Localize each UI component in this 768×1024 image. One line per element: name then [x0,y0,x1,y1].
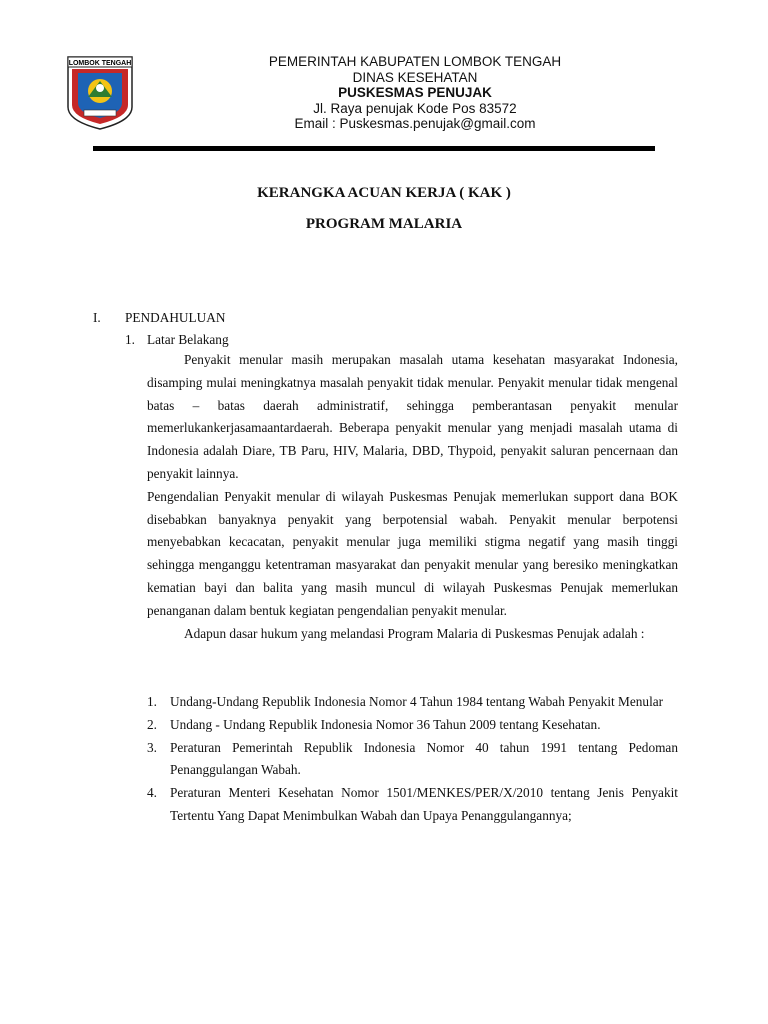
list-item-number: 2. [147,716,157,732]
list-item [147,714,678,737]
list-item-text: Undang - Undang Republik Indonesia Nomor 36 Tahun 2009 tentang Kesehatan. [170,716,601,732]
list-item-text: Undang-Undang Republik Indonesia Nomor 4 Tahun 1984 tentang Wabah Penyakit Menular [170,694,664,709]
list-item-number: 3. [147,739,157,755]
document-subtitle: PROGRAM MALARIA [305,216,463,232]
list-item [147,691,678,714]
paragraph-control: Pengendalian Penyakit menular di wilayah Puskesmas Penujak memerlukan support dana BOK disebabkan banyaknya penyakit yang berpotensial wabah. Penyakit menular berpotensi menyebabkan kecacatan, penyakit menular juga memiliki stigma negatif yang masih tinggi sehingga menganggu ketentraman masyarakat dan penyakit menular yang beresiko meningkatkan kematian bayi dan balita yang masih muncul di wilayah Puskesmas Penujak memerlukan penanganan dalam bentuk kegiatan pengendalian penyakit menular. [147,488,678,618]
section-number: I. [93,310,101,325]
letterhead-government: PEMERINTAH KABUPATEN LOMBOK TENGAH [268,54,562,69]
section-title: PENDAHULUAN [125,310,226,325]
subsection-number: 1. [125,332,135,347]
list-item [147,782,678,828]
letterhead-puskesmas: PUSKESMAS PENUJAK [338,85,492,100]
regency-logo [66,55,134,131]
legal-basis-list [147,691,678,828]
list-item-text: Peraturan Menteri Kesehatan Nomor 1501/MENKES/PER/X/2010 tentang Jenis Penyakit Tertentu Yang Dapat Menimbulkan Wabah dan Upaya Penanggulangannya; [170,785,678,823]
letterhead-divider [93,146,655,151]
letterhead-address: Jl. Raya penujak Kode Pos 83572 [313,100,517,116]
paragraph-legal-basis: Adapun dasar hukum yang melandasi Program Malaria di Puskesmas Penujak adalah : [184,625,645,641]
subsection-title: Latar Belakang [147,332,229,347]
list-item-number: 4. [147,785,157,801]
list-item [147,737,678,783]
letterhead-department: DINAS KESEHATAN [352,69,478,85]
list-item-text: Peraturan Pemerintah Republik Indonesia Nomor 40 tahun 1991 tentang Pedoman Penanggulangan Wabah. [170,739,678,778]
logo-text: LOMBOK TENGAH [68,60,132,67]
letterhead-email: Email : Puskesmas.penujak@gmail.com [294,116,536,131]
list-item-number: 1. [147,694,157,709]
letterhead [200,54,630,132]
document-title: KERANGKA ACUAN KERJA ( KAK ) [257,185,511,201]
paragraph-background: Penyakit menular masih merupakan masalah utama kesehatan masyarakat Indonesia, disamping mulai meningkatnya masalah penyakit tidak menular. Penyakit menular tidak mengenal batas – batas daerah administratif, sehingga pemberantasan penyakit menular memerlukankerjasamaantardaerah. Beberapa penyakit menular yang menjadi masalah utama di Indonesia adalah Diare, TB Paru, HIV, Malaria, DBD, Thypoid, penyakit saluran pencernaan dan penyakit lainnya. [147,352,678,481]
body-text [147,349,678,645]
